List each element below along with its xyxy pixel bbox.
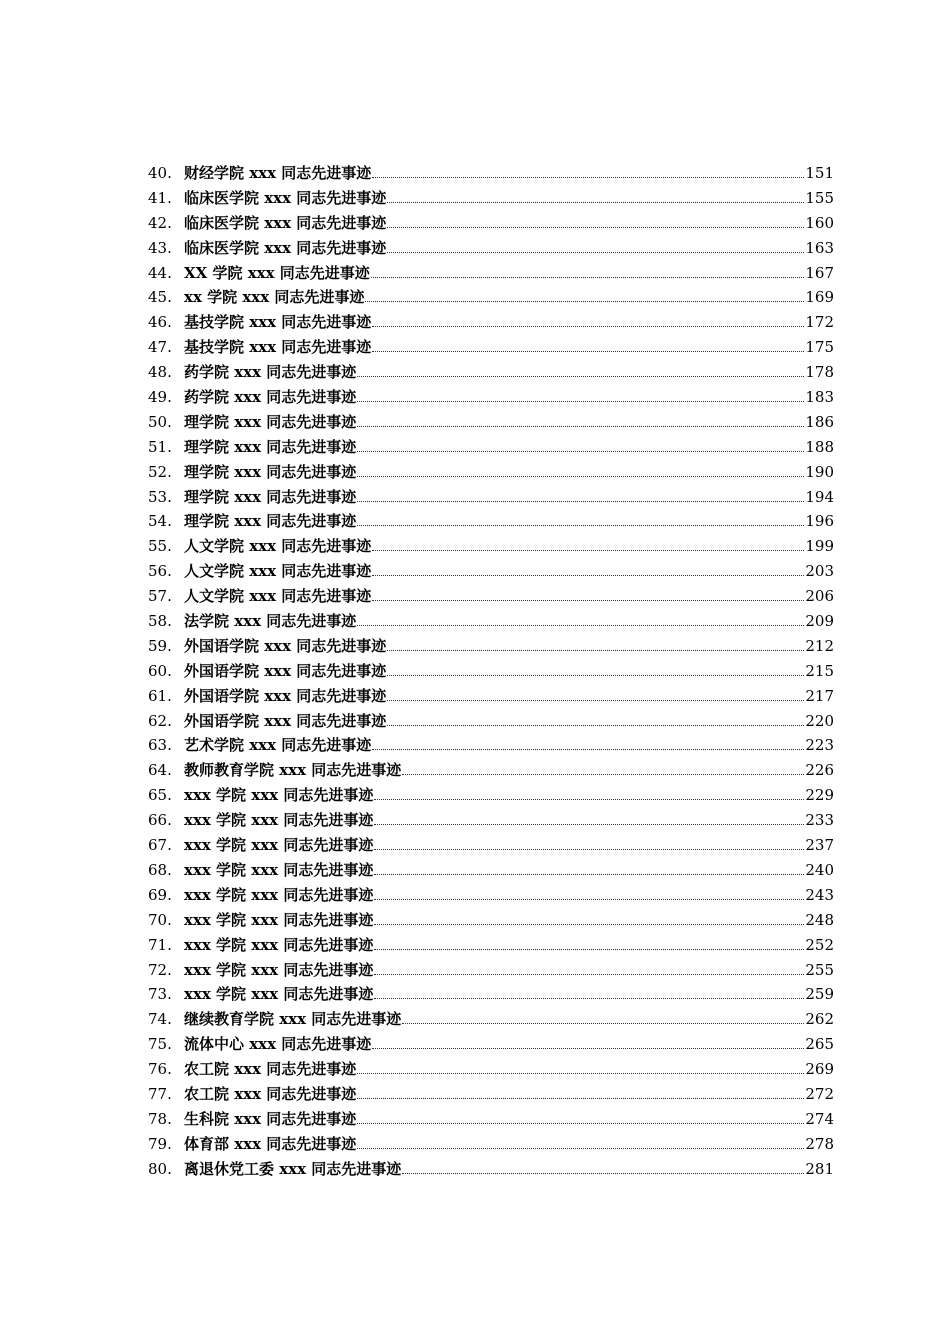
toc-entry-number: 56. <box>148 562 172 581</box>
toc-entry-number: 77. <box>148 1084 172 1103</box>
toc-entry-page-number: 172 <box>805 313 834 332</box>
toc-entry-page-number: 160 <box>805 213 834 232</box>
toc-dot-leader <box>374 923 804 925</box>
toc-entry[interactable] <box>148 684 834 709</box>
toc-entry-page-number: 233 <box>805 811 834 830</box>
toc-entry-title: 外国语学院 xxx 同志先进事迹 <box>184 686 387 705</box>
toc-dot-leader <box>357 425 804 427</box>
toc-entry-number: 57. <box>148 587 172 606</box>
toc-entry[interactable] <box>148 460 834 485</box>
toc-entry-number: 46. <box>148 313 172 332</box>
toc-dot-leader <box>372 325 804 327</box>
toc-entry-page-number: 217 <box>805 686 834 705</box>
toc-entry-number: 45. <box>148 288 172 307</box>
toc-dot-leader <box>387 226 804 228</box>
toc-entry-page-number: 167 <box>805 263 834 282</box>
toc-entry-page-number: 252 <box>805 935 834 954</box>
toc-dot-leader <box>357 400 804 402</box>
toc-dot-leader <box>365 300 804 302</box>
toc-entry-number: 43. <box>148 238 172 257</box>
toc-entry-page-number: 190 <box>805 462 834 481</box>
toc-entry-number: 44. <box>148 263 172 282</box>
toc-dot-leader <box>374 798 804 800</box>
toc-entry-number: 74. <box>148 1010 172 1029</box>
toc-dot-leader <box>372 350 804 352</box>
toc-entry-page-number: 265 <box>805 1035 834 1054</box>
toc-entry-number: 50. <box>148 412 172 431</box>
toc-entry-page-number: 175 <box>805 338 834 357</box>
toc-entry-title: 体育部 xxx 同志先进事迹 <box>184 1134 357 1153</box>
toc-dot-leader <box>372 1047 804 1049</box>
toc-dot-leader <box>372 176 804 178</box>
toc-entry-number: 75. <box>148 1035 172 1054</box>
toc-entry-title: 流体中心 xxx 同志先进事迹 <box>184 1035 372 1054</box>
toc-entry-title: 外国语学院 xxx 同志先进事迹 <box>184 636 387 655</box>
toc-entry[interactable] <box>148 758 834 783</box>
toc-entry-page-number: 196 <box>805 512 834 531</box>
toc-entry[interactable] <box>148 1132 834 1157</box>
toc-entry-title: xxx 学院 xxx 同志先进事迹 <box>184 960 374 979</box>
toc-entry-title: 农工院 xxx 同志先进事迹 <box>184 1060 357 1079</box>
toc-entry-number: 55. <box>148 537 172 556</box>
toc-dot-leader <box>372 748 804 750</box>
toc-entry-page-number: 248 <box>805 910 834 929</box>
toc-entry-title: xxx 学院 xxx 同志先进事迹 <box>184 985 374 1004</box>
toc-entry-title: 人文学院 xxx 同志先进事迹 <box>184 562 372 581</box>
toc-entry-number: 78. <box>148 1109 172 1128</box>
toc-entry-number: 62. <box>148 711 172 730</box>
toc-entry-title: 人文学院 xxx 同志先进事迹 <box>184 537 372 556</box>
toc-dot-leader <box>374 823 804 825</box>
toc-entry-number: 68. <box>148 860 172 879</box>
toc-dot-leader <box>357 450 804 452</box>
toc-dot-leader <box>374 873 804 875</box>
toc-dot-leader <box>374 948 804 950</box>
toc-entry-page-number: 243 <box>805 885 834 904</box>
toc-entry-page-number: 186 <box>805 412 834 431</box>
toc-entry-number: 64. <box>148 761 172 780</box>
toc-entry-number: 80. <box>148 1159 172 1178</box>
toc-dot-leader <box>372 574 804 576</box>
toc-entry-number: 53. <box>148 487 172 506</box>
toc-entry-number: 65. <box>148 786 172 805</box>
toc-entry-page-number: 203 <box>805 562 834 581</box>
toc-entry-page-number: 163 <box>805 238 834 257</box>
toc-entry[interactable] <box>148 783 834 808</box>
toc-entry-title: 法学院 xxx 同志先进事迹 <box>184 612 357 631</box>
toc-entry-page-number: 209 <box>805 612 834 631</box>
toc-entry-page-number: 199 <box>805 537 834 556</box>
toc-entry-title: 艺术学院 xxx 同志先进事迹 <box>184 736 372 755</box>
toc-entry-number: 58. <box>148 612 172 631</box>
toc-entry[interactable] <box>148 908 834 933</box>
toc-dot-leader <box>374 973 804 975</box>
toc-entry-title: 理学院 xxx 同志先进事迹 <box>184 487 357 506</box>
toc-entry-page-number: 274 <box>805 1109 834 1128</box>
toc-dot-leader <box>374 848 804 850</box>
toc-entry-title: 离退休党工委 xxx 同志先进事迹 <box>184 1159 402 1178</box>
toc-entry-title: 理学院 xxx 同志先进事迹 <box>184 462 357 481</box>
toc-entry-page-number: 255 <box>805 960 834 979</box>
toc-entry-number: 54. <box>148 512 172 531</box>
toc-entry-title: xx 学院 xxx 同志先进事迹 <box>184 288 365 307</box>
toc-entry-number: 48. <box>148 363 172 382</box>
toc-entry-page-number: 215 <box>805 661 834 680</box>
toc-entry-number: 66. <box>148 811 172 830</box>
toc-entry[interactable] <box>148 858 834 883</box>
toc-entry-title: 生科院 xxx 同志先进事迹 <box>184 1109 357 1128</box>
toc-entry-page-number: 269 <box>805 1060 834 1079</box>
toc-entry[interactable] <box>148 634 834 659</box>
toc-entry-page-number: 229 <box>805 786 834 805</box>
toc-entry[interactable] <box>148 609 834 634</box>
toc-entry-number: 61. <box>148 686 172 705</box>
toc-entry[interactable] <box>148 410 834 435</box>
toc-entry-title: 理学院 xxx 同志先进事迹 <box>184 512 357 531</box>
toc-dot-leader <box>357 1122 804 1124</box>
toc-entry[interactable] <box>148 1082 834 1107</box>
toc-entry-title: xxx 学院 xxx 同志先进事迹 <box>184 811 374 830</box>
toc-entry-page-number: 206 <box>805 587 834 606</box>
toc-entry[interactable] <box>148 236 834 261</box>
toc-entry-title: 财经学院 xxx 同志先进事迹 <box>184 164 372 182</box>
toc-entry[interactable] <box>148 161 834 186</box>
toc-entry-title: xxx 学院 xxx 同志先进事迹 <box>184 836 374 855</box>
toc-dot-leader <box>357 524 804 526</box>
toc-entry-page-number: 178 <box>805 363 834 382</box>
toc-entry-page-number: 169 <box>805 288 834 307</box>
toc-dot-leader <box>357 1072 804 1074</box>
toc-entry-number: 47. <box>148 338 172 357</box>
toc-entry-page-number: 240 <box>805 860 834 879</box>
toc-entry-page-number: 262 <box>805 1010 834 1029</box>
toc-entry-title: 外国语学院 xxx 同志先进事迹 <box>184 711 387 730</box>
toc-entry-title: XX 学院 xxx 同志先进事迹 <box>184 263 370 282</box>
toc-entry[interactable] <box>148 833 834 858</box>
toc-entry[interactable] <box>148 360 834 385</box>
toc-entry-page-number: 220 <box>805 711 834 730</box>
toc-entry-number: 59. <box>148 636 172 655</box>
table-of-contents <box>148 161 834 1182</box>
toc-entry-number: 51. <box>148 437 172 456</box>
toc-entry[interactable] <box>148 534 834 559</box>
toc-entry[interactable] <box>148 285 834 310</box>
toc-dot-leader <box>387 699 804 701</box>
toc-entry[interactable] <box>148 733 834 758</box>
toc-entry-number: 41. <box>148 188 172 207</box>
toc-entry[interactable] <box>148 211 834 236</box>
toc-entry-title: 理学院 xxx 同志先进事迹 <box>184 412 357 431</box>
toc-dot-leader <box>357 500 804 502</box>
toc-entry-number: 60. <box>148 661 172 680</box>
toc-entry[interactable] <box>148 509 834 534</box>
toc-entry-page-number: 223 <box>805 736 834 755</box>
toc-entry-page-number: 226 <box>805 761 834 780</box>
toc-entry-number: 73. <box>148 985 172 1004</box>
toc-dot-leader <box>372 599 804 601</box>
toc-entry-title: 理学院 xxx 同志先进事迹 <box>184 437 357 456</box>
toc-entry-page-number: 194 <box>805 487 834 506</box>
toc-entry-page-number: 278 <box>805 1134 834 1153</box>
toc-entry[interactable] <box>148 261 834 286</box>
toc-entry-page-number: 237 <box>805 836 834 855</box>
toc-entry[interactable] <box>148 958 834 983</box>
toc-dot-leader <box>371 276 805 278</box>
toc-dot-leader <box>357 475 804 477</box>
toc-dot-leader <box>387 724 804 726</box>
toc-entry-number: 49. <box>148 388 172 407</box>
toc-dot-leader <box>372 549 804 551</box>
toc-entry-page-number: 188 <box>805 437 834 456</box>
toc-entry[interactable] <box>148 485 834 510</box>
toc-entry-title: 外国语学院 xxx 同志先进事迹 <box>184 661 387 680</box>
toc-entry-number: 42. <box>148 213 172 232</box>
toc-entry-title: 临床医学院 xxx 同志先进事迹 <box>184 188 387 207</box>
toc-entry-title: 药学院 xxx 同志先进事迹 <box>184 363 357 382</box>
toc-entry[interactable] <box>148 982 834 1007</box>
toc-entry-title: xxx 学院 xxx 同志先进事迹 <box>184 910 374 929</box>
toc-entry-title: 农工院 xxx 同志先进事迹 <box>184 1084 357 1103</box>
toc-entry-page-number: 151 <box>805 164 834 182</box>
toc-entry[interactable] <box>148 1157 834 1182</box>
toc-entry-title: 基技学院 xxx 同志先进事迹 <box>184 338 372 357</box>
toc-dot-leader <box>387 674 804 676</box>
toc-dot-leader <box>374 997 804 999</box>
toc-entry-number: 71. <box>148 935 172 954</box>
toc-entry-page-number: 281 <box>805 1159 834 1178</box>
toc-entry[interactable] <box>148 186 834 211</box>
toc-dot-leader <box>402 1172 804 1174</box>
toc-dot-leader <box>357 1097 804 1099</box>
toc-entry[interactable] <box>148 335 834 360</box>
toc-entry-number: 79. <box>148 1134 172 1153</box>
toc-entry[interactable] <box>148 385 834 410</box>
toc-entry-number: 67. <box>148 836 172 855</box>
toc-entry-page-number: 259 <box>805 985 834 1004</box>
toc-dot-leader <box>402 773 804 775</box>
toc-dot-leader <box>402 1022 804 1024</box>
toc-dot-leader <box>357 375 804 377</box>
toc-entry-title: 临床医学院 xxx 同志先进事迹 <box>184 213 387 232</box>
toc-entry-title: 人文学院 xxx 同志先进事迹 <box>184 587 372 606</box>
toc-dot-leader <box>374 898 804 900</box>
toc-entry-page-number: 155 <box>805 188 834 207</box>
toc-entry-number: 52. <box>148 462 172 481</box>
toc-entry-title: 基技学院 xxx 同志先进事迹 <box>184 313 372 332</box>
toc-dot-leader <box>357 624 804 626</box>
toc-entry[interactable] <box>148 933 834 958</box>
toc-entry-title: xxx 学院 xxx 同志先进事迹 <box>184 860 374 879</box>
toc-entry-number: 40. <box>148 164 172 182</box>
toc-entry-page-number: 212 <box>805 636 834 655</box>
toc-entry[interactable] <box>148 1007 834 1032</box>
toc-entry-title: xxx 学院 xxx 同志先进事迹 <box>184 885 374 904</box>
toc-entry-number: 72. <box>148 960 172 979</box>
toc-entry-page-number: 183 <box>805 388 834 407</box>
toc-entry-title: 药学院 xxx 同志先进事迹 <box>184 388 357 407</box>
toc-dot-leader <box>357 1147 804 1149</box>
toc-entry[interactable] <box>148 883 834 908</box>
toc-entry[interactable] <box>148 808 834 833</box>
toc-dot-leader <box>387 251 804 253</box>
toc-entry[interactable] <box>148 435 834 460</box>
toc-entry-page-number: 272 <box>805 1084 834 1103</box>
toc-entry[interactable] <box>148 584 834 609</box>
toc-entry-number: 69. <box>148 885 172 904</box>
toc-dot-leader <box>387 201 804 203</box>
toc-entry[interactable] <box>148 1107 834 1132</box>
toc-dot-leader <box>387 649 804 651</box>
toc-entry-number: 63. <box>148 736 172 755</box>
toc-entry[interactable] <box>148 659 834 684</box>
toc-entry-title: 继续教育学院 xxx 同志先进事迹 <box>184 1010 402 1029</box>
toc-entry-title: 教师教育学院 xxx 同志先进事迹 <box>184 761 402 780</box>
toc-entry-number: 76. <box>148 1060 172 1079</box>
toc-entry-title: xxx 学院 xxx 同志先进事迹 <box>184 935 374 954</box>
toc-entry-title: xxx 学院 xxx 同志先进事迹 <box>184 786 374 805</box>
toc-entry-title: 临床医学院 xxx 同志先进事迹 <box>184 238 387 257</box>
toc-entry-number: 70. <box>148 910 172 929</box>
toc-entry[interactable] <box>148 1032 834 1057</box>
toc-entry[interactable] <box>148 310 834 335</box>
toc-entry[interactable] <box>148 559 834 584</box>
toc-entry[interactable] <box>148 1057 834 1082</box>
toc-entry[interactable] <box>148 709 834 734</box>
